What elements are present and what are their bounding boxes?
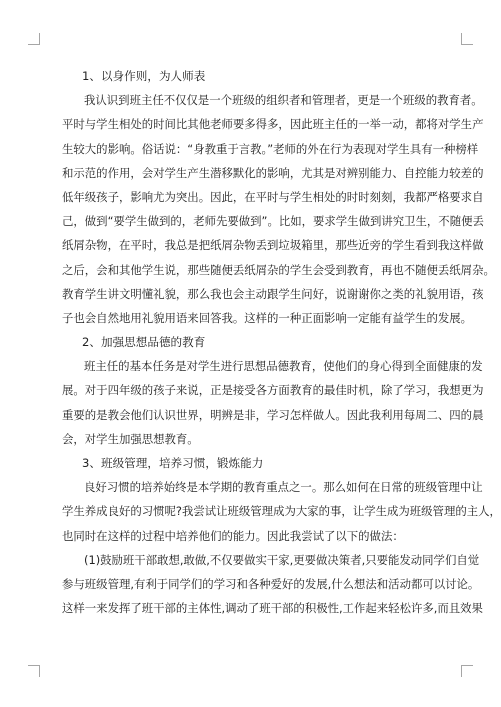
paragraph-line: 重要的是教会他们认识世界，明辨是非，学习怎样做人。因此我利用每周二、四的晨 xyxy=(62,407,484,422)
section-heading: 1、以身作则，为人师表 xyxy=(82,69,206,83)
paragraph-line: 之后，会和其他学生说，那些随便丢纸屑杂的学生会受到教育，再也不随便丢纸屑杂。 xyxy=(62,262,495,277)
crop-mark-bottom-right xyxy=(461,665,473,677)
paragraph-line: 教育学生讲文明懂礼貌，那么我也会主动跟学生问好，说谢谢你之类的礼貌用语，孩 xyxy=(62,286,484,301)
crop-mark-bottom-left xyxy=(28,665,40,677)
paragraph-line: 生较大的影响。俗话说：“身教重于言教。”老师的外在行为表现对学生具有一种榜样 xyxy=(62,141,479,156)
paragraph-line: 良好习惯的培养始终是本学期的教育重点之一。那么如何在日常的班级管理中让 xyxy=(84,480,483,495)
paragraph-line: 我认识到班主任不仅仅是一个班级的组织者和管理者，更是一个班级的教育者。 xyxy=(84,93,483,108)
paragraph-line: (1)鼓励班干部敢想,敢做,不仅要做实干家,更要做决策者,只要能发动同学们自觉 xyxy=(84,552,480,567)
crop-mark-top-right xyxy=(461,33,473,45)
paragraph-line: 己，做到“要学生做到的，老师先要做到”。比如，要求学生做到讲究卫生，不随便丢 xyxy=(62,214,484,229)
crop-mark-top-left xyxy=(28,33,40,45)
paragraph-line: 会，对学生加强思想教育。 xyxy=(62,431,199,446)
paragraph-line: 学生养成良好的习惯呢?我尝试让班级管理成为大家的事，让学生成为班级管理的主人， xyxy=(62,504,501,519)
section-heading: 2、加强思想品德的教育 xyxy=(82,335,206,350)
paragraph-line: 和示范的作用，会对学生产生潜移默化的影响，尤其是对辨别能力、自控能力较差的 xyxy=(62,165,484,180)
paragraph-line: 参与班级管理,有利于同学们的学习和各种爱好的发展,什么想法和活动都可以讨论。 xyxy=(62,576,480,591)
paragraph-line: 展。对于四年级的孩子来说，正是接受各方面教育的最佳时机，除了学习，我想更为 xyxy=(62,383,484,398)
paragraph-line: 也同时在这样的过程中培养他们的能力。因此我尝试了以下的做法： xyxy=(62,528,404,543)
document-body xyxy=(62,64,501,620)
paragraph-line: 子也会自然地用礼貌用语来回答我。这样的一种正面影响一定能有益学生的发展。 xyxy=(62,310,473,325)
paragraph-line: 平时与学生相处的时间比其他老师要多得多，因此班主任的一举一动，都将对学生产 xyxy=(62,117,484,132)
paragraph-line: 纸屑杂物，在平时，我总是把纸屑杂物丢到垃圾箱里，那些近旁的学生看到我这样做 xyxy=(62,238,484,253)
paragraph-line: 这样一来发挥了班干部的主体性,调动了班干部的积极性,工作起来轻松许多,而且效果 xyxy=(62,601,483,616)
section-heading: 3、班级管理，培养习惯，锻炼能力 xyxy=(82,456,264,470)
paragraph-line: 班主任的基本任务是对学生进行思想品德教育，使他们的身心得到全面健康的发 xyxy=(84,359,483,374)
paragraph-line: 低年级孩子，影响尤为突出。因此，在平时与学生相处的时时刻刻，我都严格要求自 xyxy=(62,189,484,204)
